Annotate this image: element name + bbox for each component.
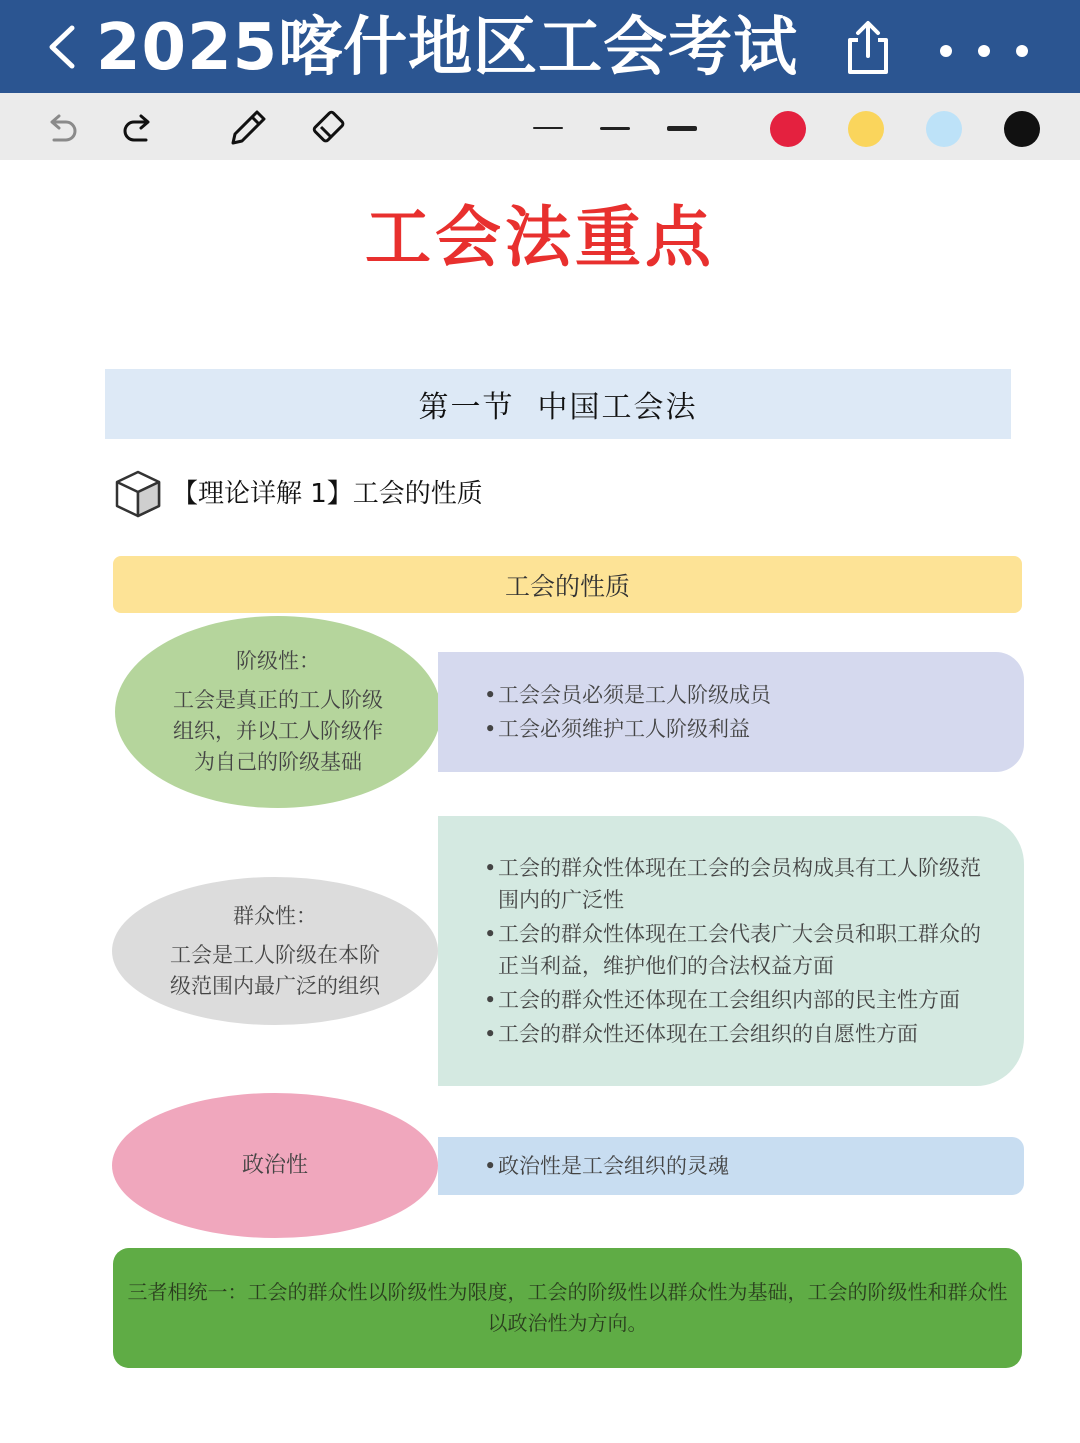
list-item: • 工会的群众性体现在工会代表广大会员和职工群众的正当利益，维护他们的合法权益方面 [486, 918, 984, 982]
color-lightblue-swatch[interactable] [926, 111, 962, 147]
mass-nature-description: 工会是工人阶级在本阶级范围内最广泛的组织 [170, 942, 380, 998]
undo-icon [42, 108, 82, 148]
list-item: • 政治性是工会组织的灵魂 [486, 1150, 984, 1182]
unity-summary-box [113, 1248, 1022, 1368]
class-nature-ellipse [115, 616, 441, 808]
eraser-button[interactable] [304, 104, 356, 152]
more-dot [940, 45, 952, 57]
redo-icon [118, 108, 158, 148]
section-header-text: 第一节 中国工会法 [418, 390, 698, 425]
line-weight-thick-button[interactable] [660, 112, 704, 144]
list-item: • 工会必须维护工人阶级利益 [486, 713, 984, 745]
class-nature-title: 阶级性： [236, 649, 320, 673]
redo-button[interactable] [114, 104, 162, 152]
share-button[interactable] [842, 20, 894, 76]
section-header [105, 369, 1011, 439]
pencil-button[interactable] [222, 104, 274, 152]
undo-button[interactable] [38, 104, 86, 152]
line-weight-thin-button[interactable] [526, 112, 570, 144]
nature-banner: 工会的性质 [113, 556, 1022, 613]
political-nature-panel [438, 1137, 1024, 1195]
more-dot [978, 45, 990, 57]
mass-nature-panel [438, 816, 1024, 1086]
political-nature-title: 政治性 [241, 1153, 308, 1178]
share-icon [842, 20, 894, 76]
color-yellow-swatch[interactable] [848, 111, 884, 147]
line-weight-medium-button[interactable] [593, 112, 637, 144]
unity-summary-text: 三者相统一：工会的群众性以阶级性为限度，工会的阶级性以群众性为基础，工会的阶级性和群众性以政治性为方向。 [127, 1280, 1008, 1335]
list-item: • 工会的群众性还体现在工会组织的自愿性方面 [486, 1018, 984, 1050]
color-red-swatch[interactable] [770, 111, 806, 147]
class-nature-description: 工会是真正的工人阶级组织，并以工人阶级作为自己的阶级基础 [173, 688, 383, 774]
mass-nature-ellipse [112, 877, 438, 1025]
list-item: • 工会的群众性体现在工会的会员构成具有工人阶级范围内的广泛性 [486, 852, 984, 916]
pencil-icon [225, 105, 271, 151]
class-nature-panel [438, 652, 1024, 772]
list-item: • 工会的群众性还体现在工会组织内部的民主性方面 [486, 984, 984, 1016]
app-title: 2025喀什地区工会考试 [96, 11, 799, 85]
document-heading: 工会法重点 [365, 199, 715, 276]
color-black-swatch[interactable] [1004, 111, 1040, 147]
more-button[interactable] [940, 34, 1050, 68]
more-dot [1016, 45, 1028, 57]
cube-icon [112, 468, 164, 520]
eraser-icon [307, 105, 353, 151]
subheading: 【理论详解 1】工会的性质 [172, 479, 483, 509]
list-item: • 工会会员必须是工人阶级成员 [486, 679, 984, 711]
back-button[interactable] [40, 14, 90, 80]
political-nature-ellipse [112, 1093, 438, 1238]
mass-nature-title: 群众性： [233, 903, 317, 928]
chevron-left-icon [40, 14, 90, 80]
